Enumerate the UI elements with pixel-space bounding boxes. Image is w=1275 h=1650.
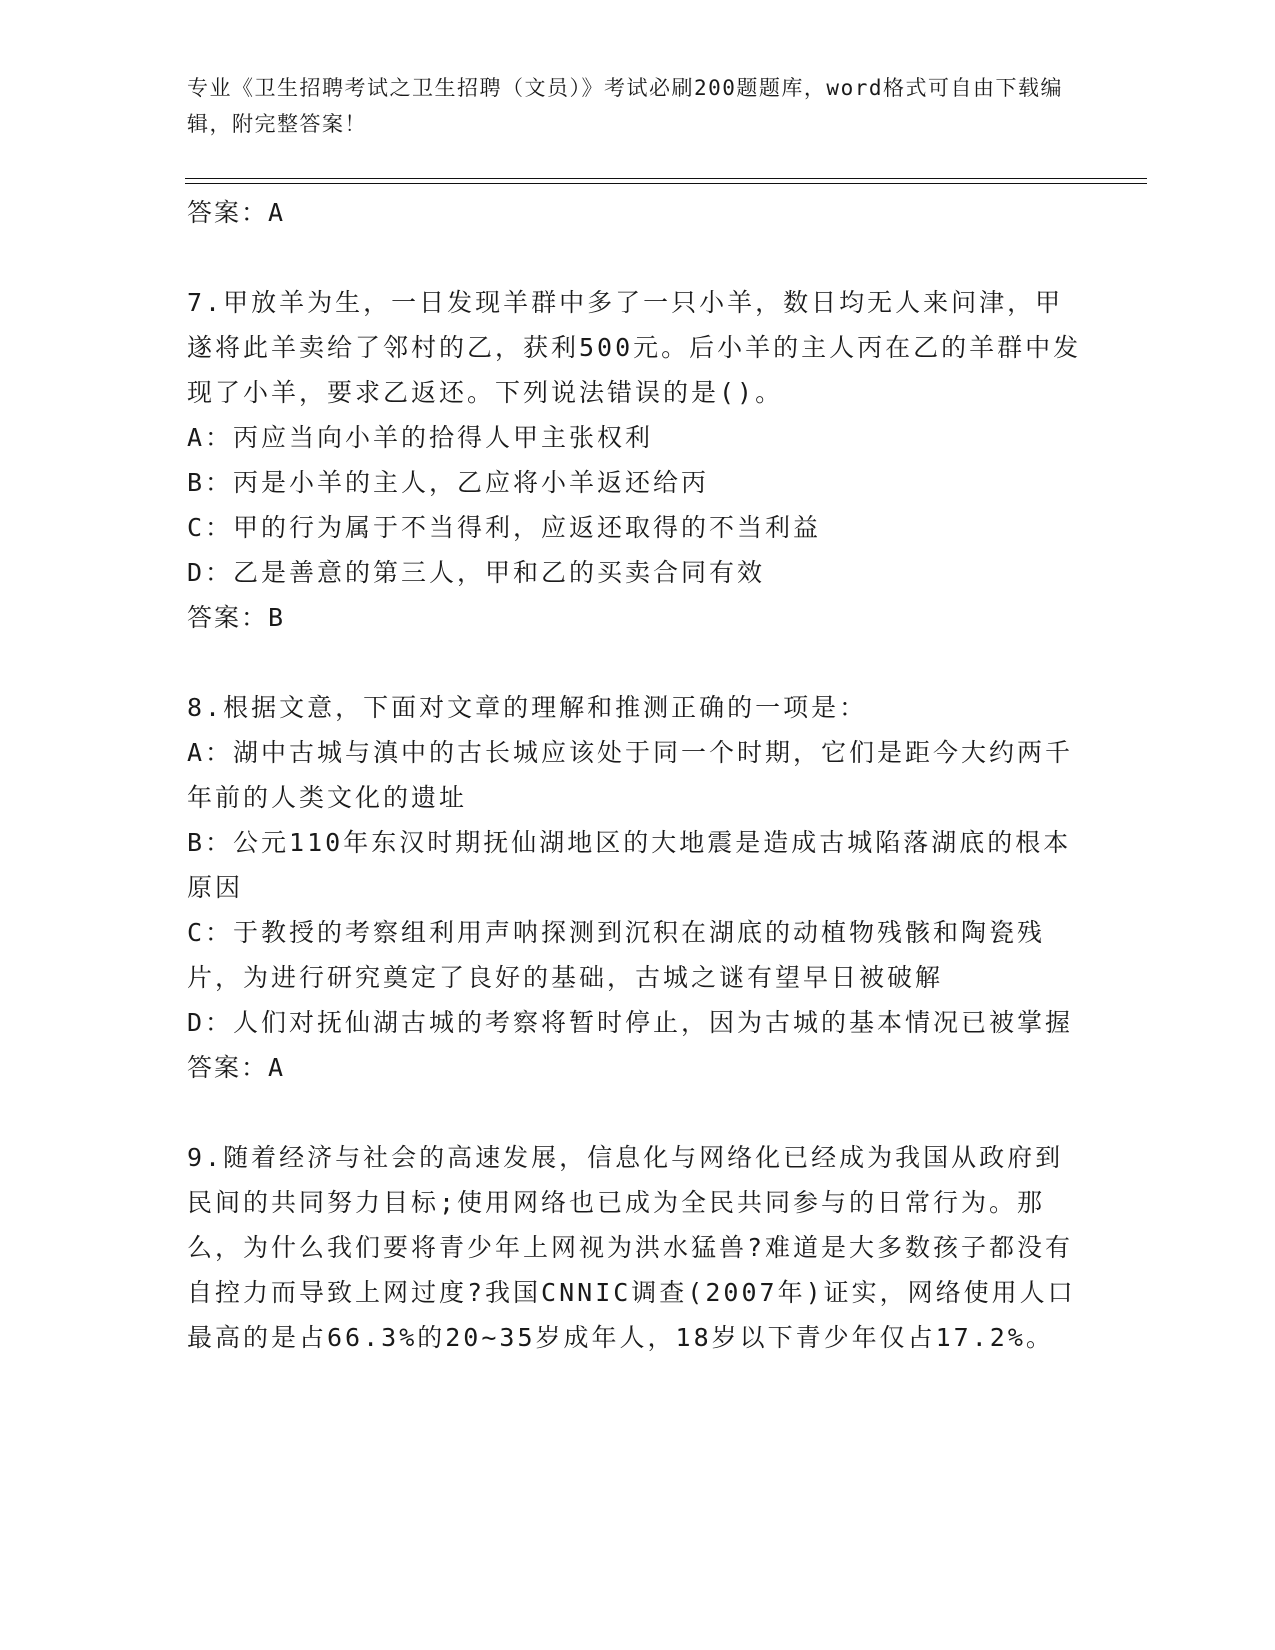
question-8-answer: 答案：A	[187, 1053, 286, 1082]
question-9-stem: 9.随着经济与社会的高速发展，信息化与网络化已经成为我国从政府到民间的共同努力目标;使用网络也已成为全民共同参与的日常行为。那么，为什么我们要将青少年上网视为洪水猛兽?难道是大多数孩子都没有自控力而导致上网过度?我国CNNIC调查(2007年)证实，网络使用人口最高的是占66.3%的20~35岁成年人，18岁以下青少年仅占17.2%。	[187, 1143, 1076, 1352]
question-7-option-b: B：丙是小羊的主人，乙应将小羊返还给丙	[187, 468, 710, 497]
question-7-option-c: C：甲的行为属于不当得利，应返还取得的不当利益	[187, 513, 822, 542]
question-7-option-a: A：丙应当向小羊的拾得人甲主张权利	[187, 423, 654, 452]
question-8-option-c: C：于教授的考察组利用声呐探测到沉积在湖底的动植物残骸和陶瓷残片，为进行研究奠定了良好的基础，古城之谜有望早日被破解	[187, 918, 1046, 992]
question-8-option-d: D：人们对抚仙湖古城的考察将暂时停止，因为古城的基本情况已被掌握	[187, 1008, 1074, 1037]
question-8-option-a: A：湖中古城与滇中的古长城应该处于同一个时期，它们是距今大约两千年前的人类文化的遗址	[187, 738, 1074, 812]
question-8-stem: 8.根据文意，下面对文章的理解和推测正确的一项是：	[187, 693, 868, 722]
document-body	[187, 190, 1087, 1360]
question-8-option-b: B：公元110年东汉时期抚仙湖地区的大地震是造成古城陷落湖底的根本原因	[187, 828, 1072, 902]
document-title: 专业《卫生招聘考试之卫生招聘（文员）》考试必刷200题题库，word格式可自由下载编辑，附完整答案！	[187, 76, 1063, 136]
question-7	[187, 280, 1087, 640]
header-rule-top	[185, 178, 1147, 179]
header-rule-bottom	[185, 183, 1147, 184]
question-9	[187, 1135, 1087, 1360]
question-7-stem: 7.甲放羊为生，一日发现羊群中多了一只小羊，数日均无人来问津，甲遂将此羊卖给了邻村的乙，获利500元。后小羊的主人丙在乙的羊群中发现了小羊，要求乙返还。下列说法错误的是()。	[187, 288, 1082, 407]
answer-6: 答案：A	[187, 198, 286, 227]
question-7-option-d: D：乙是善意的第三人，甲和乙的买卖合同有效	[187, 558, 766, 587]
question-8	[187, 685, 1087, 1090]
question-7-answer: 答案：B	[187, 603, 286, 632]
page-header	[187, 70, 1067, 142]
